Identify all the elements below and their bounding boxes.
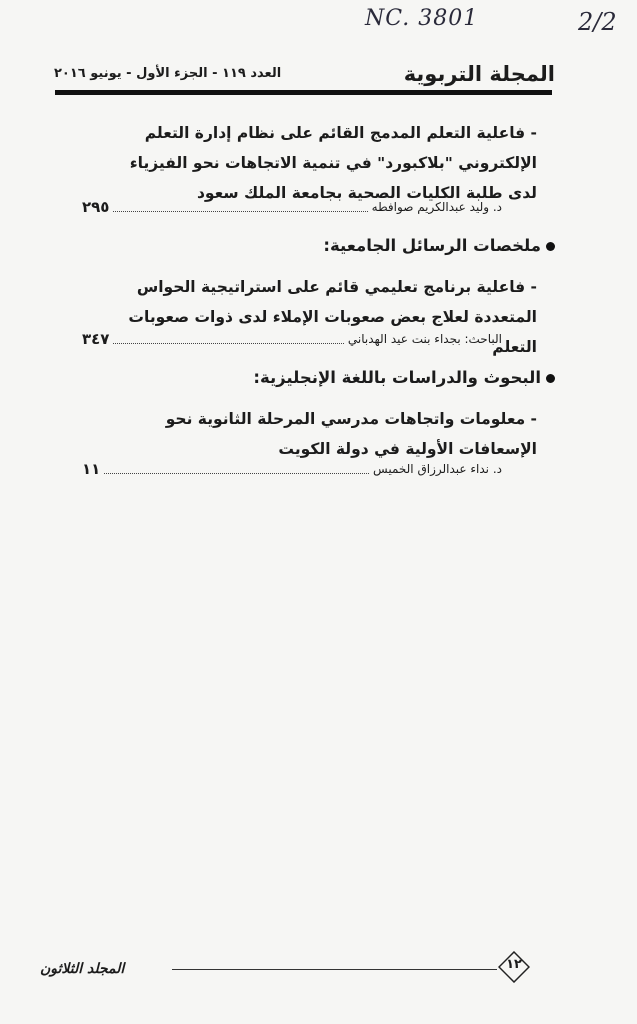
entry-title: - معلومات واتجاهات مدرسي المرحلة الثانوية نحو الإسعافات الأولية في دولة الكويت <box>165 410 537 458</box>
entry-page-number: ١١ <box>82 460 101 478</box>
section-heading <box>323 236 555 255</box>
entry-page-number: ٢٩٥ <box>82 198 110 216</box>
entry-author-row <box>82 198 502 216</box>
footer-line <box>172 969 497 970</box>
journal-title: المجلة التربوية <box>403 62 555 86</box>
handwritten-page-mark: 2/2 <box>578 8 617 36</box>
entry-author: الباحث: بجداء بنت عيد الهدباني <box>347 332 502 346</box>
bullet-icon <box>546 374 555 383</box>
section-heading-text: ملخصات الرسائل الجامعية: <box>323 236 541 255</box>
entry-author-row <box>82 330 502 348</box>
issue-info: العدد ١١٩ - الجزء الأول - يونيو ٢٠١٦ <box>54 66 282 81</box>
entry-author: د. نداء عبدالرزاق الخميس <box>373 462 502 476</box>
dot-leader <box>113 211 367 212</box>
entry-title: - فاعلية التعلم المدمج القائم على نظام إدارة التعلم الإلكتروني "بلاكبورد" في تنمية الاتجاهات نحو الفيزياء لدى طلبة الكليات الصحية بجامعة الملك سعود <box>129 124 537 202</box>
dot-leader <box>104 473 369 474</box>
handwritten-reference: NC. 3801 <box>365 6 479 31</box>
footer-page-number: ١٢ <box>506 957 522 972</box>
header-rule <box>55 90 552 95</box>
entry-title: - فاعلية برنامج تعليمي قائم على استراتيجية الحواس المتعددة لعلاج بعض صعوبات الإملاء لدى ذوات صعوبات التعلم <box>128 278 537 356</box>
dot-leader <box>113 343 343 344</box>
entry-page-number: ٣٤٧ <box>82 330 110 348</box>
bullet-icon <box>546 242 555 251</box>
section-heading-text: البحوث والدراسات باللغة الإنجليزية: <box>253 368 541 387</box>
section-heading <box>253 368 555 387</box>
volume-label: المجلد الثلاثون <box>40 961 125 977</box>
entry-author: د. وليد عبدالكريم صوافطه <box>371 200 502 214</box>
entry-author-row <box>82 460 502 478</box>
